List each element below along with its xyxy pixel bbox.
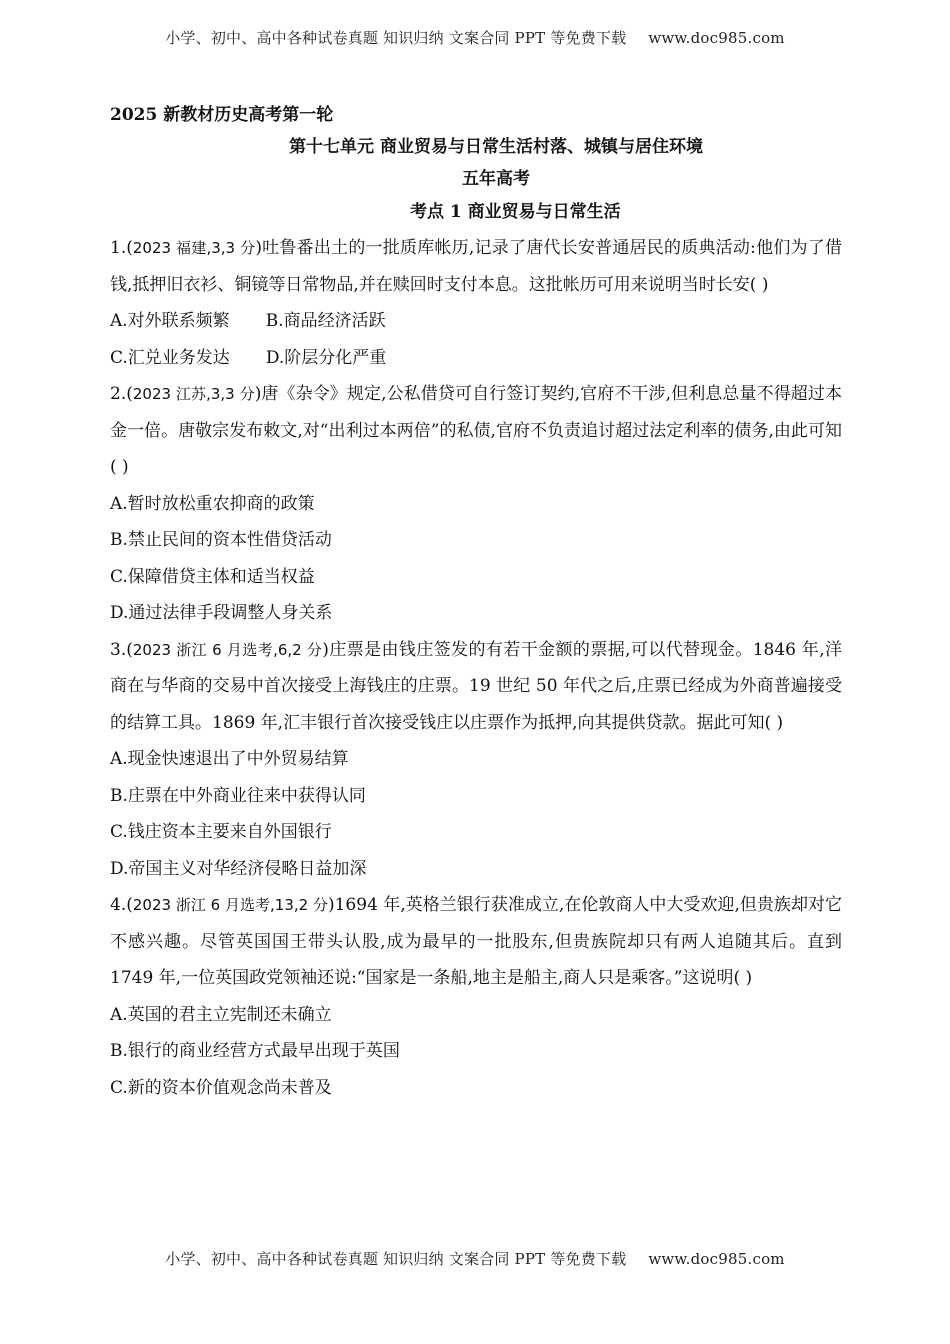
topic-title: 考点 1 商业贸易与日常生活 bbox=[410, 202, 621, 222]
footer-text: 小学、初中、高中各种试卷真题 知识归纳 文案合同 PPT 等免费下载 bbox=[165, 1250, 627, 1268]
option-b[interactable]: B.禁止民间的资本性借贷活动 bbox=[110, 530, 332, 550]
page-header bbox=[0, 27, 950, 48]
option-d[interactable]: D.阶层分化严重 bbox=[265, 347, 387, 368]
option-a[interactable]: A.暂时放松重农抑商的政策 bbox=[110, 493, 315, 514]
question-number: 3.( bbox=[110, 639, 133, 660]
question-number: 1.( bbox=[110, 238, 133, 258]
question-text: )庄票是由钱庄签发的有若干金额的票据,可以代替现金。1846 年,洋商在与华商的交易中首次接受上海钱庄的庄票。19 世纪 50 年代之后,庄票已经成为外商普遍接受的结算工具。1869 年,汇丰银行首次接受钱庄以庄票作为抵押,向其提供贷款。据此可知( ) bbox=[110, 639, 842, 733]
page-footer bbox=[0, 1248, 950, 1269]
question-4 bbox=[110, 887, 842, 1106]
option-b[interactable]: B.银行的商业经营方式最早出现于英国 bbox=[110, 1041, 400, 1061]
question-number: 2.( bbox=[110, 384, 133, 404]
option-row bbox=[110, 303, 842, 340]
option-d[interactable]: D.通过法律手段调整人身关系 bbox=[110, 603, 333, 623]
question-3 bbox=[110, 632, 842, 888]
header-text: 小学、初中、高中各种试卷真题 知识归纳 文案合同 PPT 等免费下载 bbox=[165, 29, 627, 47]
option-b[interactable]: B.商品经济活跃 bbox=[265, 311, 386, 331]
option-c[interactable]: C.保障借贷主体和适当权益 bbox=[110, 566, 315, 587]
unit-title: 第十七单元 商业贸易与日常生活村落、城镇与居住环境 bbox=[289, 137, 703, 157]
option-row bbox=[110, 340, 842, 377]
option-c[interactable]: C.汇兑业务发达 bbox=[110, 347, 230, 368]
document-title: 2025 新教材历史高考第一轮 bbox=[110, 105, 334, 125]
question-1 bbox=[110, 230, 842, 376]
question-stem bbox=[110, 887, 842, 997]
header-url[interactable]: www.doc985.com bbox=[648, 29, 785, 47]
question-stem bbox=[110, 632, 842, 742]
section-title: 五年高考 bbox=[462, 169, 530, 189]
document-body bbox=[110, 100, 842, 1106]
footer-url[interactable]: www.doc985.com bbox=[648, 1250, 785, 1268]
question-stem bbox=[110, 376, 842, 486]
option-a[interactable]: A.英国的君主立宪制还未确立 bbox=[110, 1004, 332, 1025]
question-text: )吐鲁番出土的一批质库帐历,记录了唐代长安普通居民的质典活动:他们为了借钱,抵押旧衣衫、铜镜等日常物品,并在赎回时支付本息。这批帐历可用来说明当时长安( ) bbox=[110, 238, 842, 295]
option-a[interactable]: A.现金快速退出了中外贸易结算 bbox=[110, 749, 349, 769]
option-b[interactable]: B.庄票在中外商业往来中获得认同 bbox=[110, 785, 366, 806]
question-text: )唐《杂令》规定,公私借贷可自行签订契约,官府不干涉,但利息总量不得超过本金一倍。唐敬宗发布敕文,对“出利过本两倍”的私债,官府不负责追讨超过法定利率的债务,由此可知( ) bbox=[110, 384, 843, 477]
question-source: 2023 江苏,3,3 分 bbox=[132, 385, 255, 403]
question-source: 2023 福建,3,3 分 bbox=[132, 239, 256, 257]
question-2 bbox=[110, 376, 842, 632]
option-c[interactable]: C.钱庄资本主要来自外国银行 bbox=[110, 822, 332, 842]
option-d[interactable]: D.帝国主义对华经济侵略日益加深 bbox=[110, 858, 367, 879]
question-stem bbox=[110, 230, 842, 303]
option-c[interactable]: C.新的资本价值观念尚未普及 bbox=[110, 1077, 332, 1098]
option-a[interactable]: A.对外联系频繁 bbox=[110, 311, 230, 331]
question-number: 4.( bbox=[110, 895, 133, 915]
question-source: 2023 浙江 6 月选考,13,2 分 bbox=[132, 896, 328, 914]
question-source: 2023 浙江 6 月选考,6,2 分 bbox=[132, 640, 323, 659]
question-text: )1694 年,英格兰银行获准成立,在伦敦商人中大受欢迎,但贵族却对它不感兴趣。尽管英国国王带头认股,成为最早的一批股东,但贵族院却只有两人追随其后。直到 1749 年,一位英国政党领袖还说:“国家是一条船,地主是船主,商人只是乘客。”这说明( ) bbox=[110, 895, 842, 988]
